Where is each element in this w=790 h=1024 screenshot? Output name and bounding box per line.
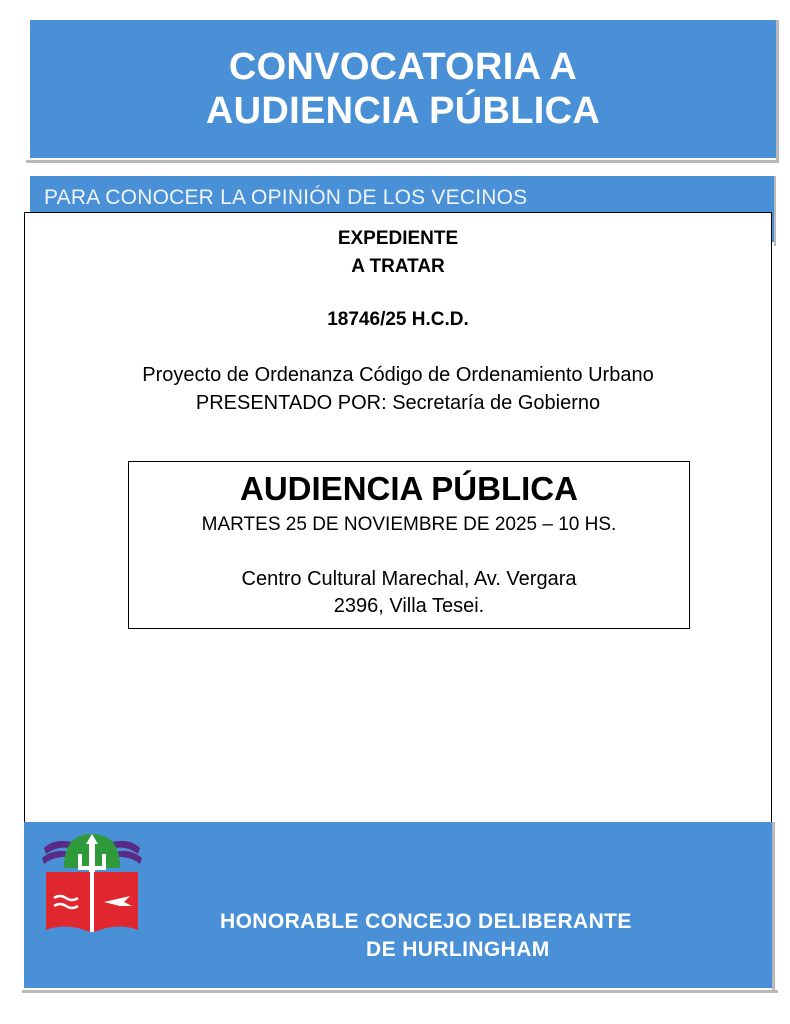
event-place-line-2: 2396, Villa Tesei. <box>333 595 485 617</box>
presented-by: PRESENTADO POR: Secretaría de Gobierno <box>195 392 601 414</box>
event-place-line-1: Centro Cultural Marechal, Av. Vergara <box>241 568 577 590</box>
page-title-line-2: AUDIENCIA PÚBLICA <box>205 90 601 132</box>
footer-line-1: HONORABLE CONCEJO DELIBERANTE <box>220 910 632 933</box>
expediente-heading-line-2: A TRATAR <box>351 256 445 277</box>
event-date: MARTES 25 DE NOVIEMBRE DE 2025 – 10 HS. <box>201 514 617 535</box>
expediente-heading-line-1: EXPEDIENTE <box>337 228 459 249</box>
subheader-shadow-right <box>774 176 776 246</box>
subheader-text: PARA CONOCER LA OPINIÓN DE LOS VECINOS <box>44 186 528 209</box>
content-panel <box>24 212 772 822</box>
footer-line-2: DE HURLINGHAM <box>366 938 550 961</box>
header-shadow-right <box>776 20 779 163</box>
footer-banner <box>24 822 772 988</box>
footer-shadow-bottom <box>22 990 778 993</box>
event-title: AUDIENCIA PÚBLICA <box>240 470 578 507</box>
footer-shadow-right <box>772 822 775 993</box>
header-banner <box>30 20 776 158</box>
event-place <box>129 566 689 620</box>
project-description: Proyecto de Ordenanza Código de Ordenamiento Urbano <box>142 364 654 386</box>
event-box <box>128 461 690 629</box>
expediente-number: 18746/25 H.C.D. <box>327 309 469 330</box>
page-title-line-1: CONVOCATORIA A <box>228 46 578 88</box>
hurlingham-crest-icon <box>40 828 144 940</box>
header-shadow-bottom <box>26 160 778 163</box>
